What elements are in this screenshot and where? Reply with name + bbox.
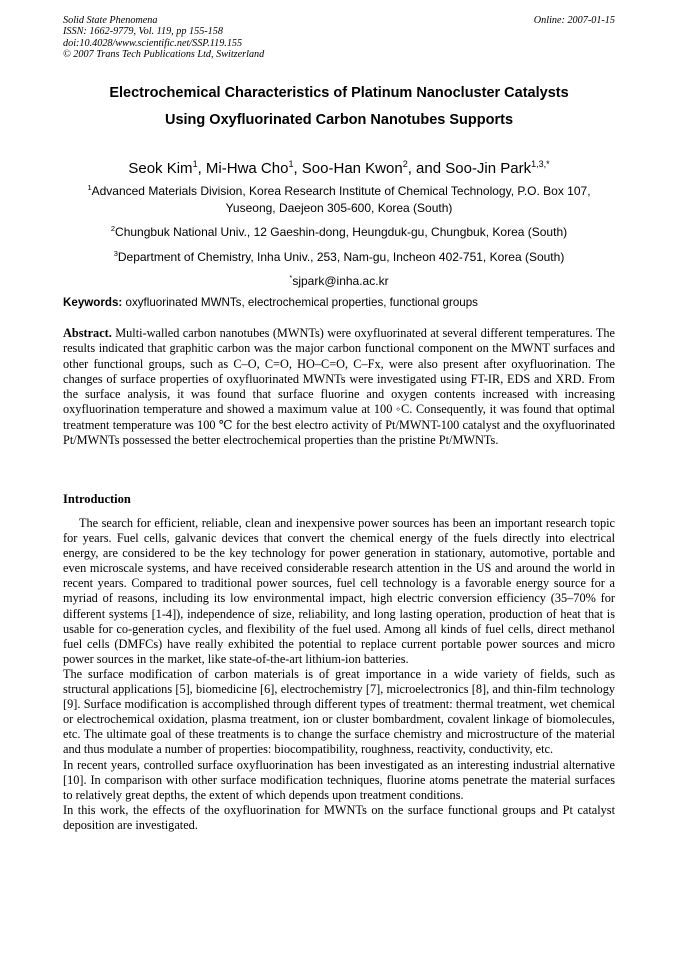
affiliation-1: [50, 180, 628, 200]
abstract-text: Multi-walled carbon nanotubes (MWNTs) were oxyfluorinated at several different temperatures. The results indicated that graphitic carbon was the major carbon functional component on the MWNT surfaces and other functional groups, such as C–O, C=O, HO–C=O, C–Fx, were also present after oxyfluorination. The changes of surface properties of oxyfluorinated MWNTs were investigated using FT-IR, EDS and XRD. From the surface analysis, it was found that surface fluorine and oxygen contents increased with increasing oxyfluorination temperature and showed a maximum value at 100 ◦C. Consequently, it was found that optimal treatment temperature was 100 ℃ for the best electro activity of Pt/MWNT-100 catalyst and the oxyfluorinated Pt/MWNTs possessed the better electrochemical properties than the pristine Pt/MWNTs.: [63, 326, 615, 448]
intro-paragraph-4: In this work, the effects of the oxyfluorination for MWNTs on the surface functional groups and Pt catalyst deposition are investigated.: [63, 802, 615, 832]
title-line-2: Using Oxyfluorinated Carbon Nanotubes Supports: [164, 112, 514, 128]
author-sup: 2: [402, 159, 408, 169]
author-sep: ,: [293, 160, 302, 177]
corresponding-email: [50, 270, 628, 290]
author-sup: 1,3,*: [531, 159, 550, 169]
affiliation-2-sup: 2: [110, 224, 116, 233]
paper-title: [40, 80, 638, 134]
author-name: Seok Kim: [128, 160, 193, 177]
affiliation-3-sup: 3: [113, 248, 118, 258]
abstract: [63, 326, 615, 448]
affiliations: [50, 180, 628, 290]
affiliation-2-text: Chungbuk National Univ., 12 Gaeshin-dong, Heungduk-gu, Chungbuk, Korea (South): [115, 225, 568, 239]
keywords-label: Keywords:: [63, 296, 123, 309]
copyright-line: © 2007 Trans Tech Publications Ltd, Switzerland: [63, 49, 265, 61]
journal-name: Solid State Phenomena: [63, 15, 158, 26]
email-sup: *: [289, 273, 293, 282]
author-sup: 1: [192, 159, 198, 169]
author-name: Soo-Jin Park: [445, 160, 532, 177]
affiliation-1-sup: 1: [87, 183, 92, 192]
introduction-body: [63, 516, 615, 833]
intro-paragraph-1: The search for efficient, reliable, clean and inexpensive power sources has been an important research topic for years. Fuel cells, galvanic devices that convert the chemical energy of the fuels directly into electrical energy, are considered to be the key technology for power generation in stationary, automotive, portable and even microscale systems, and have received considerable research attention in the US and around the world in recent years. Compared to traditional power sources, fuel cell technology is a favorable energy source for a myriad of reasons, including its low environmental impact, high electric conversion efficiency (35–70% for different systems [1-4]), independence of size, reliability, and long lasting operation, production of heat that is usable for co-generation cycles, and flexibility of the fuel used. Among all kinds of fuel cells, direct methanol fuel cells (DMFCs) have really exhibited the potential to replace current portable power sources and micro power sources in the market, like state-of-the-art lithium-ion batteries.: [63, 516, 615, 666]
online-date: Online: 2007-01-15: [533, 15, 615, 26]
author-sep: ,: [197, 160, 206, 177]
author-sup: 1: [288, 159, 294, 169]
author-name: Soo-Han Kwon: [301, 160, 403, 177]
intro-paragraph-2: The surface modification of carbon materials is of great importance in a wide variety of fields, such as structural applications [5], biomedicine [6], electrochemistry [7], microelectronics [8], and thin-film technology [9]. Surface modification is accomplished through different types of treatment: thermal treatment, wet chemical or electrochemical oxidation, plasma treatment, ion or cluster bombardment, covalent linkage of biomolecules, etc. The ultimate goal of these treatments is to change the surface chemistry and microstructure of the material and thus modulate a number of properties: biocompatibility, roughness, reactivity, conductivity, etc.: [63, 666, 615, 757]
intro-paragraph-3: In recent years, controlled surface oxyfluorination has been investigated as an interesting industrial alternative [10]. In comparison with other surface modification techniques, fluorine atoms penetrate the material surfaces to relatively great depths, the extent of which depends upon treatment conditions.: [63, 757, 615, 802]
abstract-label: Abstract.: [63, 326, 112, 340]
author-sep: , and: [407, 160, 446, 177]
keywords: [63, 295, 615, 310]
affiliation-2: [50, 221, 628, 241]
issn-line: ISSN: 1662-9779, Vol. 119, pp 155-158: [63, 26, 223, 38]
affiliation-3: [50, 246, 628, 266]
title-line-1: Electrochemical Characteristics of Platinum Nanocluster Catalysts: [109, 85, 569, 101]
email-text: sjpark@inha.ac.kr: [292, 274, 389, 288]
author-name: Mi-Hwa Cho: [205, 160, 289, 177]
affiliation-1-cont: Yuseong, Daejeon 305-600, Korea (South): [225, 200, 453, 215]
doi-line: doi:10.4028/www.scientific.net/SSP.119.155: [63, 37, 243, 49]
affiliation-3-text: Department of Chemistry, Inha Univ., 253, Nam-gu, Incheon 402-751, Korea (South): [117, 249, 565, 264]
section-heading-introduction: Introduction: [63, 492, 131, 506]
affiliation-1-line-1: Advanced Materials Division, Korea Research Institute of Chemical Technology, P.O. Box 107,: [91, 184, 591, 198]
keywords-text: oxyfluorinated MWNTs, electrochemical properties, functional groups: [122, 296, 478, 309]
journal-header: [63, 15, 615, 61]
author-list: [40, 155, 638, 178]
